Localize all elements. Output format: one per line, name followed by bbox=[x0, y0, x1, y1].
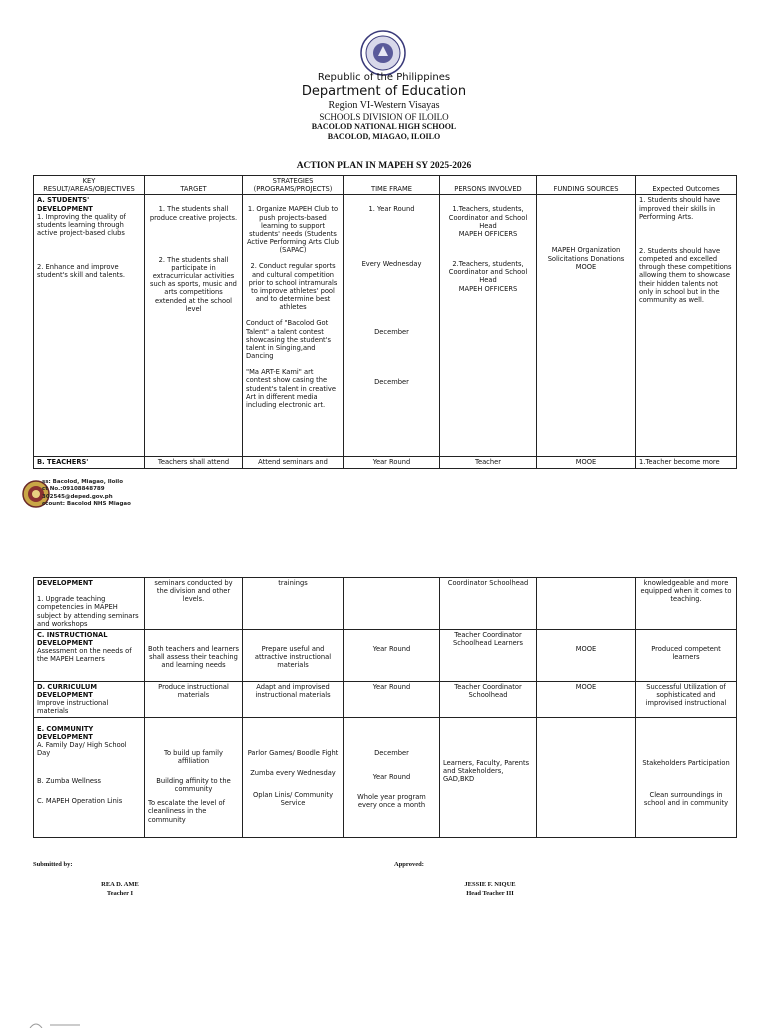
col-header-strategies: STRATEGIES (PROGRAMS/PROJECTS) bbox=[243, 176, 344, 195]
republic-line: Republic of the Philippines bbox=[317, 72, 451, 83]
cell-time-curriculum: Year Round bbox=[344, 681, 440, 717]
cell-target-teachers-cont: seminars conducted by the division and other levels. bbox=[145, 578, 243, 630]
cell-strategies-community: Parlor Games/ Boodle Fight Zumba every Wednesday Oplan Linis/ Community Service bbox=[243, 717, 344, 837]
action-plan-table-page1 bbox=[33, 175, 737, 469]
col-header-persons: PERSONS INVOLVED bbox=[440, 176, 537, 195]
page-footer bbox=[22, 478, 222, 512]
table-row-community bbox=[34, 717, 737, 837]
division-line: SCHOOLS DIVISION OF ILOILO bbox=[319, 111, 449, 122]
table-row-curriculum bbox=[34, 681, 737, 717]
cell-kra-curriculum: D. CURRICULUM DEVELOPMENT Improve instructional materials bbox=[34, 681, 145, 717]
cell-funding-community bbox=[537, 717, 636, 837]
footer-contact: ss: Bacolod, Miagao, Iloilo ct No.:09108848789 302545@deped.gov.ph ccount: Bacolod NHS Miagao bbox=[42, 479, 131, 508]
table-row-instructional bbox=[34, 629, 737, 681]
table-row-teachers-part1 bbox=[34, 457, 737, 468]
table-row-teachers-part2 bbox=[34, 578, 737, 630]
cell-time-instructional: Year Round bbox=[344, 629, 440, 681]
cell-kra-teachers: B. TEACHERS' bbox=[34, 457, 145, 468]
cell-persons-curriculum: Teacher Coordinator Schoolhead bbox=[440, 681, 537, 717]
col-header-target: TARGET bbox=[145, 176, 243, 195]
action-plan-table-page2 bbox=[33, 577, 737, 838]
submitter-title: Teacher I bbox=[106, 890, 134, 897]
cell-time-community: December Year Round Whole year program every once a month bbox=[344, 717, 440, 837]
cell-strategies-students: 1. Organize MAPEH Club to push projects-based learning to support students' needs (Students Active Performing Arts Club (SAPAC) 2. Conduct regular sports and cultural competition prior to school intramurals to improve athletes' pool and to determine best athletes Conduct of "Bacolod Got Talent" a talent contest showcasing the student's talent in Singing,and Dancing "Ma ART-E Kami" art contest show casing the student's talent in creative Art in different media including electronic art. bbox=[243, 195, 344, 457]
cell-strategies-instructional: Prepare useful and attractive instructional materials bbox=[243, 629, 344, 681]
cell-kra-community: E. COMMUNITY DEVELOPMENT A. Family Day/ High School Day B. Zumba Wellness C. MAPEH Operation Linis bbox=[34, 717, 145, 837]
cell-target-curriculum: Produce instructional materials bbox=[145, 681, 243, 717]
table-row-students bbox=[34, 195, 737, 457]
region-line: Region VI-Western Visayas bbox=[328, 99, 440, 111]
cell-funding-students: MAPEH Organization Solicitations Donations MOOE bbox=[537, 195, 636, 457]
department-line: Department of Education bbox=[301, 84, 467, 99]
cell-strategies-curriculum: Adapt and improvised instructional materials bbox=[243, 681, 344, 717]
cell-outcomes-community: Stakeholders Participation Clean surroundings in school and in community bbox=[636, 717, 737, 837]
cell-persons-teachers-cont: Coordinator Schoolhead bbox=[440, 578, 537, 630]
col-header-funding: FUNDING SOURCES bbox=[537, 176, 636, 195]
cell-outcomes-students: 1. Students should have improved their skills in Performing Arts. 2. Students should have competed and excelled through these competitions allowing them to showcase their hidden talents not only in school but in the community as well. bbox=[636, 195, 737, 457]
col-header-time-frame: TIME FRAME bbox=[344, 176, 440, 195]
cell-time-students: 1. Year Round Every Wednesday December December bbox=[344, 195, 440, 457]
cell-funding-teachers-cont bbox=[537, 578, 636, 630]
cell-outcomes-curriculum: Successful Utilization of sophisticated and improvised instructional bbox=[636, 681, 737, 717]
cell-kra-teachers-cont: DEVELOPMENT 1. Upgrade teaching competencies in MAPEH subject by attending seminars and workshops bbox=[34, 578, 145, 630]
cell-persons-instructional: Teacher Coordinator Schoolhead Learners bbox=[440, 629, 537, 681]
submitted-label: Submitted by: bbox=[33, 861, 73, 868]
cell-time-teachers: Year Round bbox=[344, 457, 440, 468]
school-line: BACOLOD NATIONAL HIGH SCHOOL bbox=[311, 122, 457, 132]
cell-kra-students: A. STUDENTS' DEVELOPMENT 1. Improving the quality of students learning through active project-based clubs 2. Enhance and improve student's skill and talents. bbox=[34, 195, 145, 457]
next-page-logo-icon bbox=[28, 1018, 88, 1028]
cell-outcomes-teachers-cont: knowledgeable and more equipped when it comes to teaching. bbox=[636, 578, 737, 630]
submitter-name: REA D. AME bbox=[101, 881, 139, 888]
cell-funding-teachers: MOOE bbox=[537, 457, 636, 468]
cell-funding-curriculum: MOOE bbox=[537, 681, 636, 717]
col-header-outcomes: Expected Outcomes bbox=[636, 176, 737, 195]
cell-outcomes-teachers: 1.Teacher become more bbox=[636, 457, 737, 468]
cell-persons-teachers: Teacher bbox=[440, 457, 537, 468]
cell-funding-instructional: MOOE bbox=[537, 629, 636, 681]
cell-time-teachers-cont bbox=[344, 578, 440, 630]
cell-persons-community: Learners, Faculty, Parents and Stakeholders, GAD,BKD bbox=[440, 717, 537, 837]
cell-target-instructional: Both teachers and learners shall assess their teaching and learning needs bbox=[145, 629, 243, 681]
cell-strategies-teachers: Attend seminars and bbox=[243, 457, 344, 468]
letterhead bbox=[0, 72, 768, 142]
approved-label: Approved: bbox=[394, 861, 424, 868]
col-header-kra: KEY RESULT/AREAS/OBJECTIVES bbox=[34, 176, 145, 195]
cell-target-students: 1. The students shall produce creative projects. 2. The students shall participate in extracurricular activities such as sports, music and arts competitions extended at the school level bbox=[145, 195, 243, 457]
deped-seal-icon bbox=[360, 30, 406, 76]
approver-name: JESSIE F. NIQUE bbox=[464, 881, 516, 888]
document-title: ACTION PLAN IN MAPEH SY 2025-2026 bbox=[296, 161, 472, 171]
approver-title: Head Teacher III bbox=[466, 890, 514, 897]
table-header-row bbox=[34, 176, 737, 195]
cell-persons-students: 1.Teachers, students, Coordinator and School Head MAPEH OFFICERS 2.Teachers, students, Coordinator and School Head MAPEH OFFICERS bbox=[440, 195, 537, 457]
cell-kra-instructional: C. INSTRUCTIONAL DEVELOPMENT Assessment on the needs of the MAPEH Learners bbox=[34, 629, 145, 681]
cell-target-community: To build up family affiliation Building affinity to the community To escalate the level of cleanliness in the community bbox=[145, 717, 243, 837]
address-line: BACOLOD, MIAGAO, ILOILO bbox=[327, 131, 441, 141]
cell-strategies-teachers-cont: trainings bbox=[243, 578, 344, 630]
cell-target-teachers: Teachers shall attend bbox=[145, 457, 243, 468]
cell-outcomes-instructional: Produced competent learners bbox=[636, 629, 737, 681]
